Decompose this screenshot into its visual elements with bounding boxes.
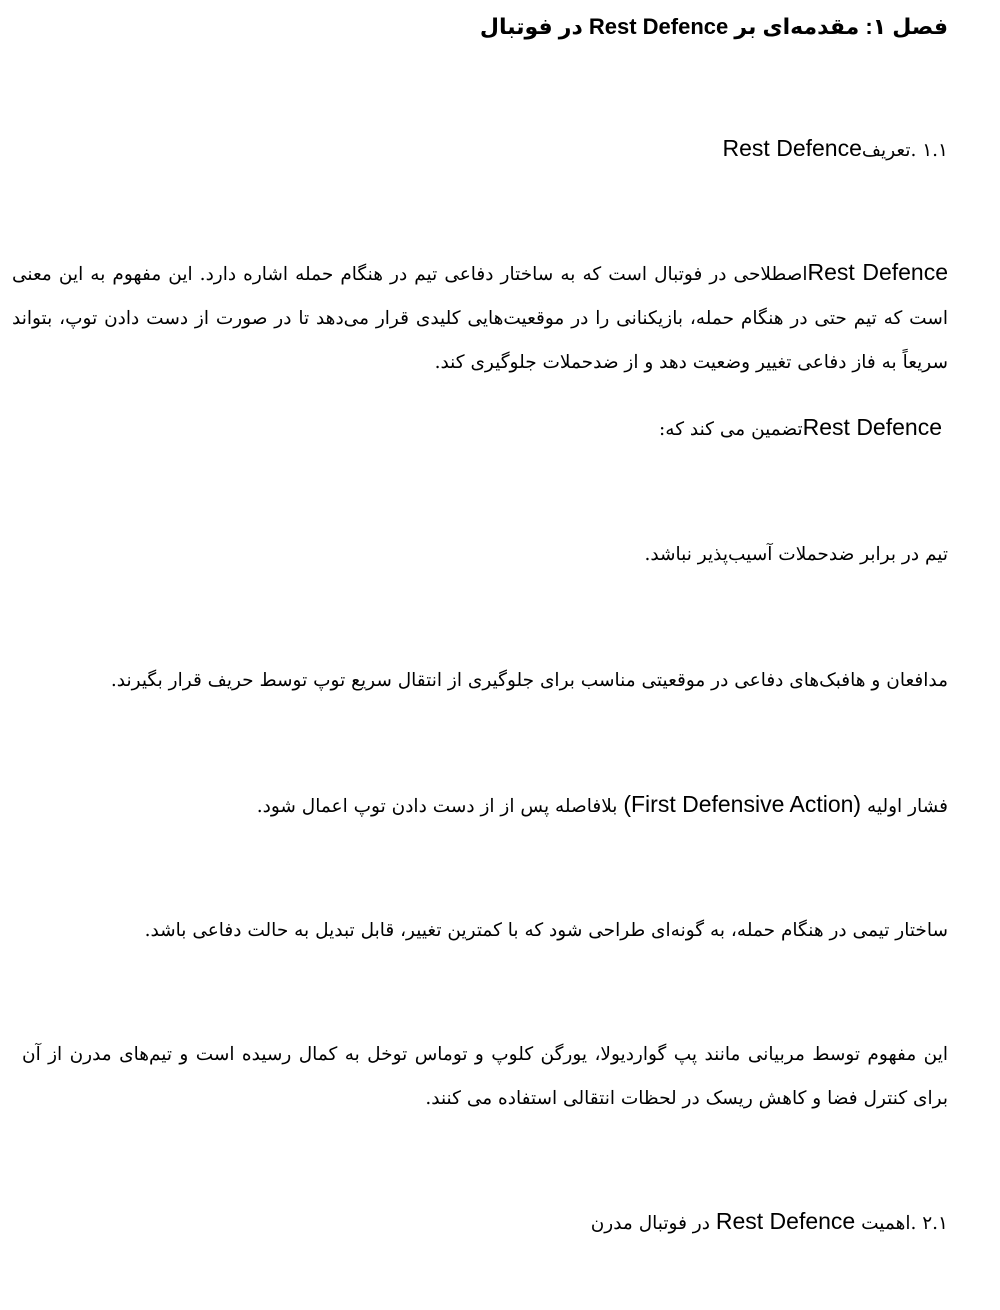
ensures-line xyxy=(659,416,942,440)
point-item: ساختار تیمی در هنگام حمله، به گونه‌ای طراحی شود که با کمترین تغییر، قابل تبدیل به حالت دفاعی باشد. xyxy=(144,920,948,941)
point-item xyxy=(257,793,948,817)
intro-text: اصطلاحی در فوتبال است که به ساختار دفاعی تیم در هنگام حمله اشاره دارد. این مفهوم به این معنی است که تیم حتی در هنگام حمله، بازیکنانی را در موقعیت‌هایی کلیدی قرار می‌دهد تا در صورت از دست دادن توپ، بتواند سریعاً به فاز دفاعی تغییر وضعیت دهد و از ضدحملات جلوگیری کند. xyxy=(12,264,948,373)
ensures-term: Rest Defence xyxy=(802,414,942,440)
chapter-title-term: Rest Defence xyxy=(588,14,729,39)
chapter-title-suffix: در فوتبال xyxy=(479,14,583,39)
ensures-text: تضمین می کند که: xyxy=(659,419,803,440)
chapter-title-prefix: فصل ۱: مقدمه‌ای بر xyxy=(734,14,948,39)
section-1-1-heading xyxy=(723,137,948,161)
section-1-1-term: Rest Defence xyxy=(722,135,862,161)
point-3-text: بلافاصله پس از از دست دادن توپ اعمال شود. xyxy=(256,796,618,817)
closing-paragraph xyxy=(22,1033,948,1121)
section-1-2-suffix: در فوتبال مدرن xyxy=(590,1213,710,1234)
chapter-title xyxy=(480,16,948,38)
section-1-2-heading xyxy=(591,1210,948,1234)
closing-text: این مفهوم توسط مربیانی مانند پپ گواردیولا، یورگن کلوپ و توماس توخل به کمال رسیده است و تیم‌های مدرن از آن برای کنترل فضا و کاهش ریسک در لحظات انتقالی استفاده می کنند. xyxy=(22,1044,948,1109)
section-1-2-number: ۲.۱ .اهمیت xyxy=(861,1213,948,1234)
intro-term: Rest Defence xyxy=(807,259,948,285)
point-item: مدافعان و هافبک‌های دفاعی در موقعیتی مناسب برای جلوگیری از انتقال سریع توپ توسط حریف قرار بگیرند. xyxy=(110,670,948,691)
point-3-term: (First Defensive Action) xyxy=(623,791,862,817)
intro-paragraph xyxy=(12,250,948,385)
point-3-prefix: فشار اولیه xyxy=(866,796,948,817)
section-1-1-number: ۱.۱ .تعریف xyxy=(861,140,948,161)
point-item: تیم در برابر ضدحملات آسیب‌پذیر نباشد. xyxy=(644,544,948,565)
section-1-2-term: Rest Defence xyxy=(715,1208,856,1234)
